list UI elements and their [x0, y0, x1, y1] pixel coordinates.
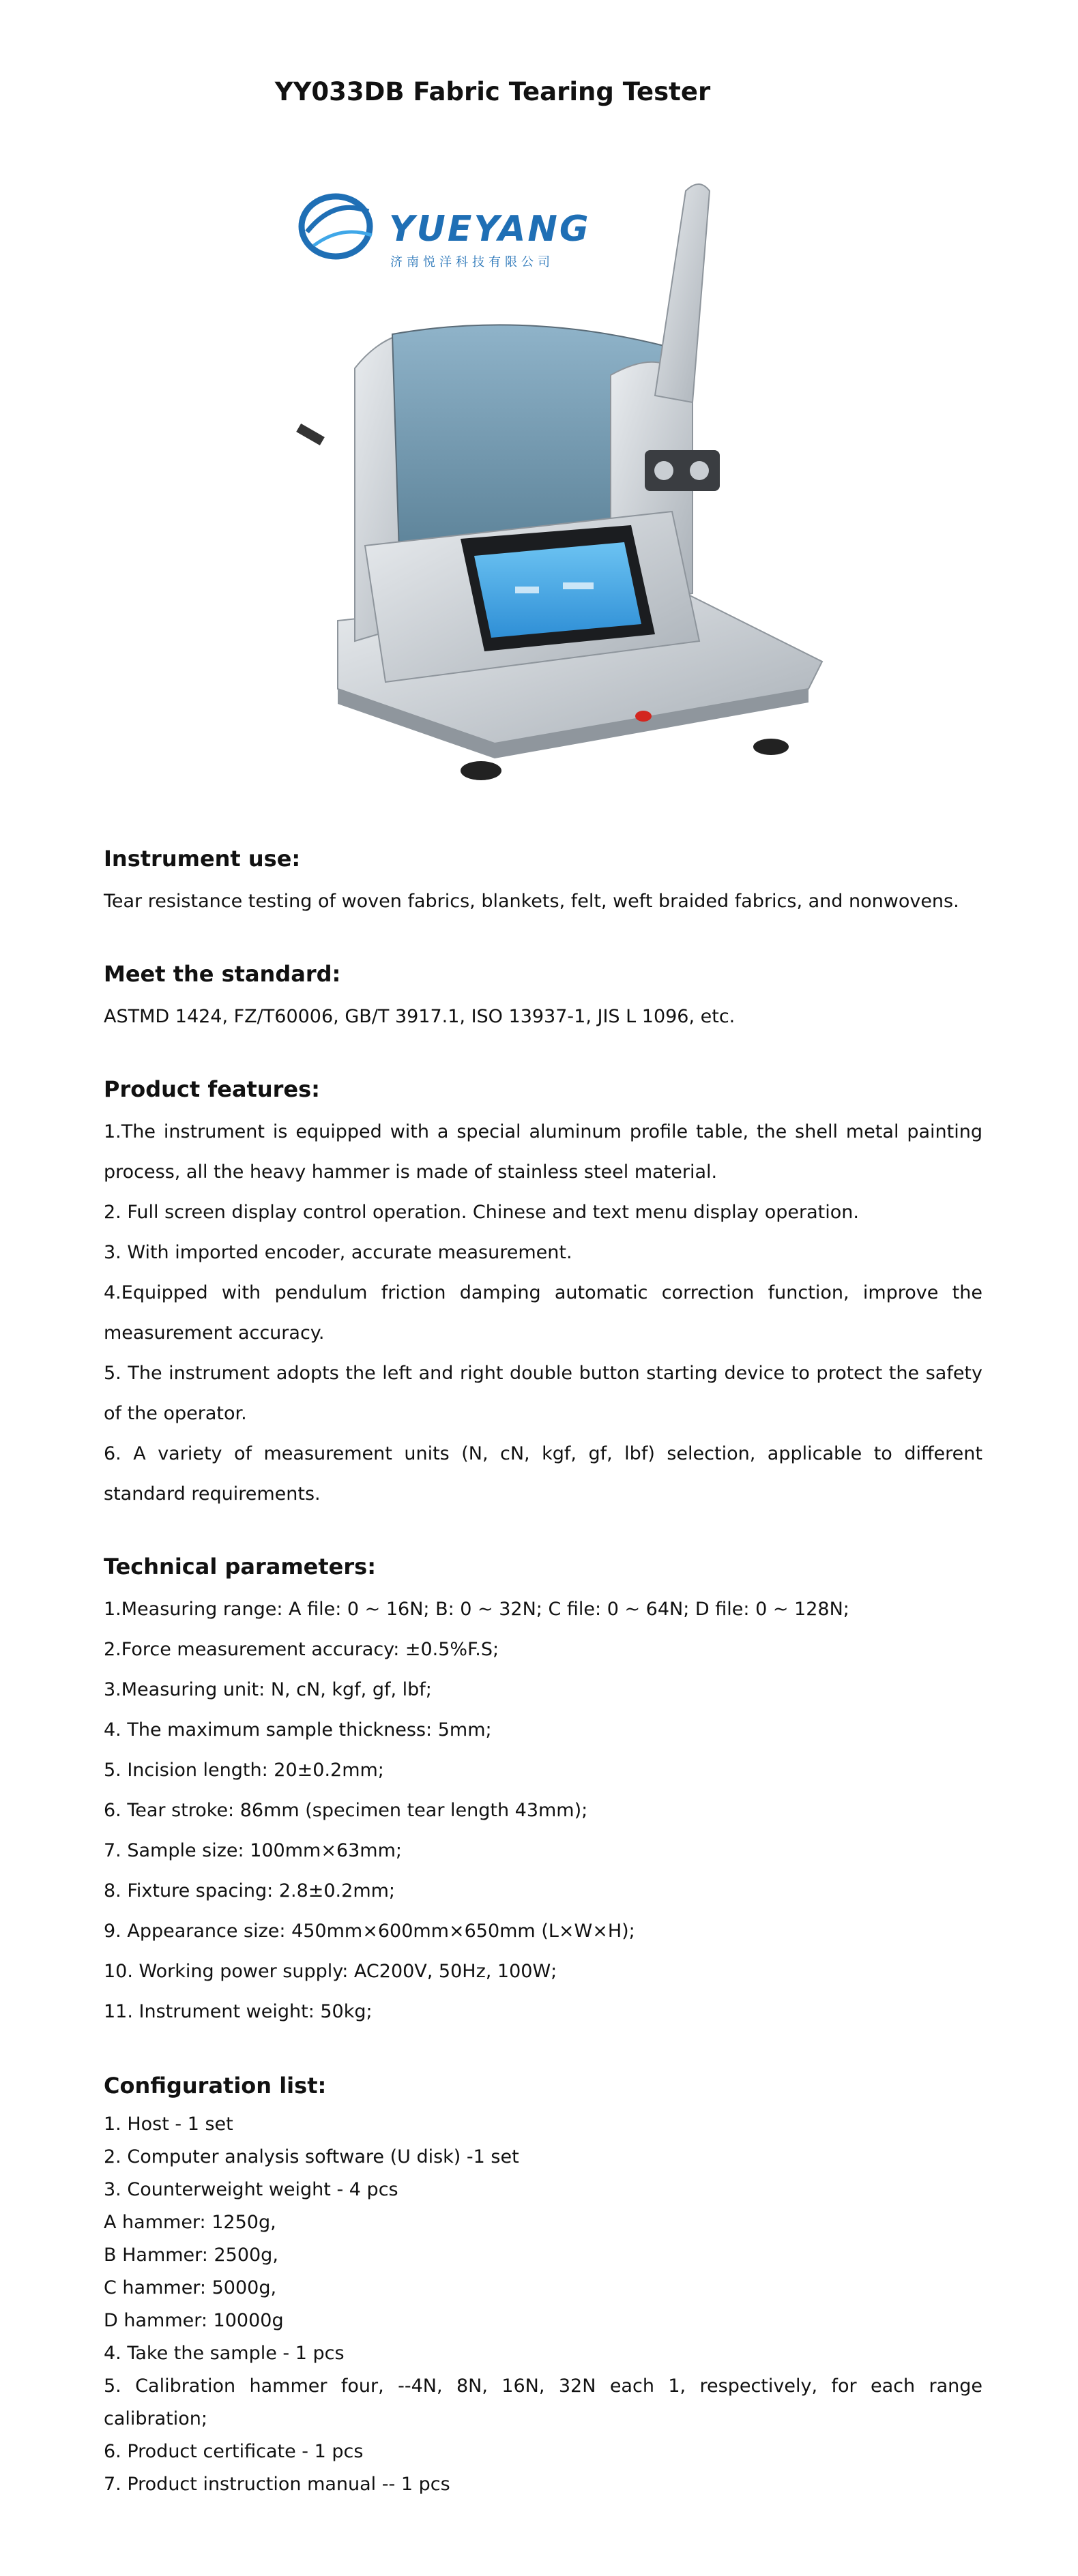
section-text: Tear resistance testing of woven fabrics, blankets, felt, weft braided fabrics, and nonwovens. [104, 891, 959, 912]
logo-subtitle: 济南悦洋科技有限公司 [390, 255, 554, 269]
list-item: 3.Measuring unit: N, cN, kgf, gf, lbf; [104, 1679, 432, 1700]
document-body [104, 846, 982, 2541]
logo-wordmark: YUEYANG [389, 209, 591, 250]
list-item: 4.Equipped with pendulum friction damping automatic correction function, improve the measurement accuracy. [104, 1282, 982, 1344]
list-item: 5. Calibration hammer four, --4N, 8N, 16N, 32N each 1, respectively, for each range calibration; [104, 2375, 982, 2429]
release-lever [296, 424, 325, 445]
foot [461, 761, 501, 780]
page-title: YY033DB Fabric Tearing Tester [274, 76, 711, 106]
list-item: 9. Appearance size: 450mm×600mm×650mm (L×W×H); [104, 1921, 635, 1942]
touch-screen [474, 542, 641, 638]
foot [753, 739, 789, 755]
section-parameters [104, 1554, 982, 2032]
section-standard [104, 961, 982, 1037]
section-features [104, 1076, 982, 1514]
list-item: 1.The instrument is equipped with a special aluminum profile table, the shell metal painting process, all the heavy hammer is made of stainless steel material. [104, 1121, 982, 1183]
list-item: 8. Fixture spacing: 2.8±0.2mm; [104, 1880, 396, 1901]
product-photo [290, 171, 836, 812]
list-item: 1.Measuring range: A file: 0 ~ 16N; B: 0 ~ 32N; C file: 0 ~ 64N; D file: 0 ~ 128N; [104, 1599, 849, 1620]
list-item: 2.Force measurement accuracy: ±0.5%F.S; [104, 1639, 499, 1660]
list-item: 5. Incision length: 20±0.2mm; [104, 1760, 384, 1781]
list-item: 6. A variety of measurement units (N, cN, kgf, gf, lbf) selection, applicable to different standard requirements. [104, 1443, 982, 1505]
list-item: 3. With imported encoder, accurate measurement. [104, 1242, 572, 1263]
section-heading: Instrument use: [104, 846, 301, 872]
list-item: 4. Take the sample - 1 pcs [104, 2343, 345, 2364]
list-item: 10. Working power supply: AC200V, 50Hz, 100W; [104, 1961, 557, 1982]
list-item: 7. Sample size: 100mm×63mm; [104, 1840, 403, 1861]
list-item: 3. Counterweight weight - 4 pcs [104, 2179, 398, 2200]
list-item: 7. Product instruction manual -- 1 pcs [104, 2474, 450, 2495]
start-button-red [635, 711, 652, 722]
list-item: 5. The instrument adopts the left and right double button starting device to protect the safety of the operator. [104, 1363, 982, 1424]
list-item: 1. Host - 1 set [104, 2114, 233, 2135]
list-item: 4. The maximum sample thickness: 5mm; [104, 1719, 492, 1741]
section-heading: Product features: [104, 1076, 320, 1102]
list-item: 6. Tear stroke: 86mm (specimen tear length 43mm); [104, 1800, 588, 1821]
list-item: 2. Full screen display control operation. Chinese and text menu display operation. [104, 1202, 859, 1223]
section-text: ASTMD 1424, FZ/T60006, GB/T 3917.1, ISO 13937-1, JIS L 1096, etc. [104, 1006, 735, 1027]
list-item: 6. Product certificate - 1 pcs [104, 2441, 364, 2462]
list-item: B Hammer: 2500g, [104, 2245, 278, 2266]
list-item: C hammer: 5000g, [104, 2277, 277, 2298]
pendulum-handle [655, 184, 710, 402]
list-item: A hammer: 1250g, [104, 2212, 276, 2233]
list-item: D hammer: 10000g [104, 2310, 284, 2331]
list-item: 2. Computer analysis software (U disk) -1 set [104, 2146, 519, 2167]
section-heading: Technical parameters: [104, 1554, 376, 1580]
section-heading: Configuration list: [104, 2073, 327, 2099]
section-configuration [104, 2073, 982, 2501]
list-item: 11. Instrument weight: 50kg; [104, 2001, 373, 2022]
section-heading: Meet the standard: [104, 961, 341, 987]
section-instrument-use [104, 846, 982, 921]
